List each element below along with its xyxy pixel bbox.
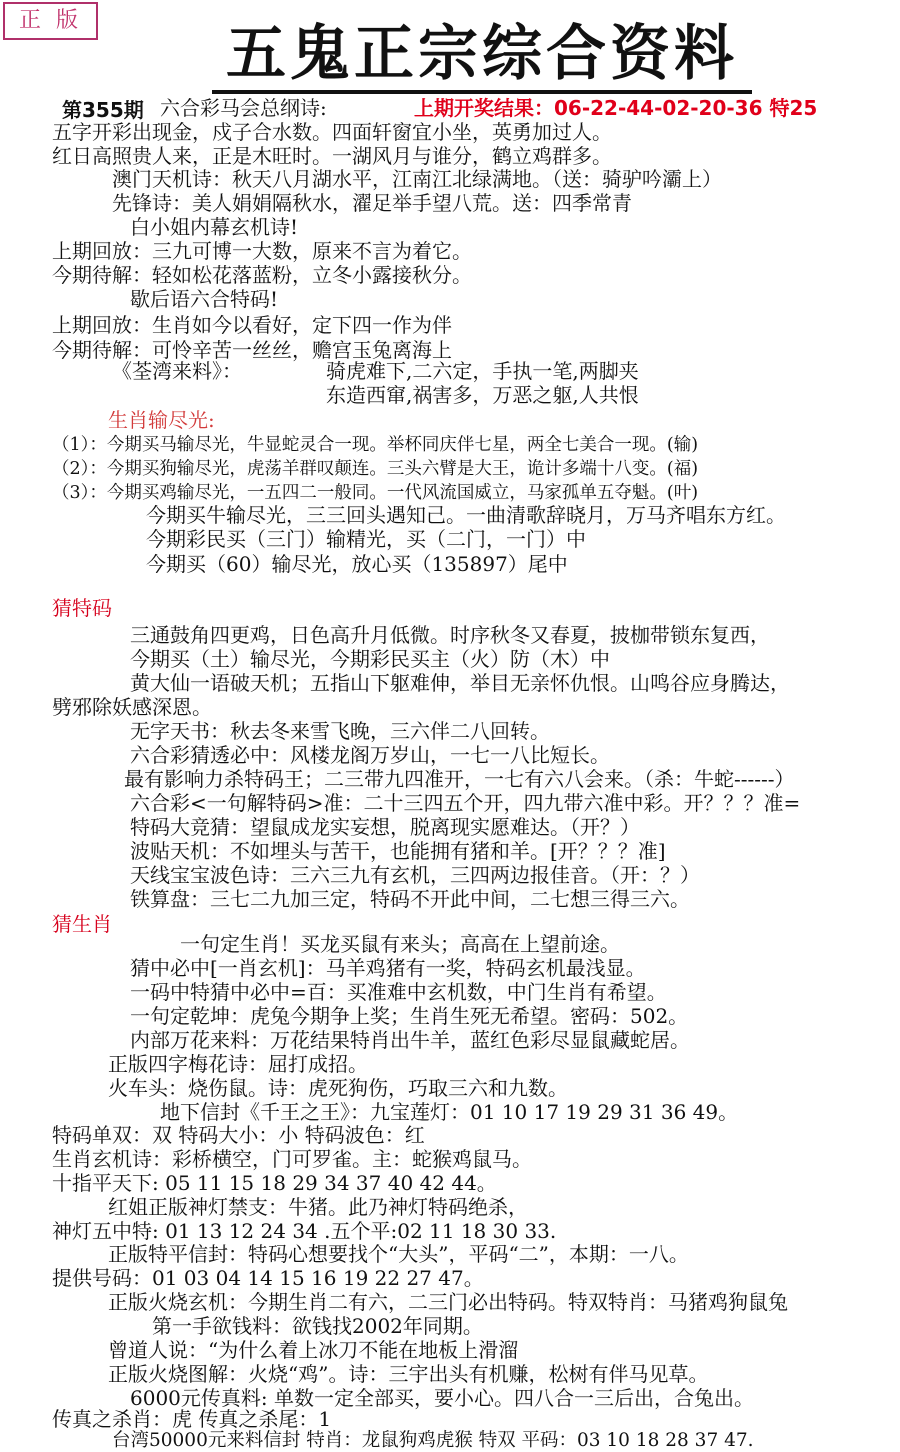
text-line: 上期回放：生肖如今以看好，定下四一作为伴: [52, 313, 452, 337]
text-line: 曾道人说：“为什么着上冰刀不能在地板上滑溜: [108, 1338, 519, 1362]
text-line: （3）：今期买鸡输尽光，一五四二一般同。一代风流国威立，马家孤单五夺魁。(叶): [52, 483, 699, 503]
text-line: 东造西窜,祸害多，万恶之躯,人共恨: [326, 383, 639, 407]
text-line: 传真之杀肖：虎 传真之杀尾：1: [52, 1407, 332, 1431]
text-line: 铁算盘：三七二九加三定，特码不开此中间，二七想三得三六。: [130, 887, 690, 911]
text-line: 五字开彩出现金，戍子合水数。四面轩窗宜小坐，英勇加过人。: [52, 120, 612, 144]
text-line: 三通鼓角四更鸡，日色高升月低微。时序秋冬又春夏，披枷带锁东复西，: [130, 623, 770, 647]
poem-title: 六合彩马会总纲诗:: [160, 96, 327, 120]
text-line: 白小姐内幕玄机诗!: [130, 215, 299, 239]
text-line: 红姐正版神灯禁支：牛猪。此乃神灯特码绝杀，: [108, 1195, 528, 1219]
text-line: 特码大竞猜：望鼠成龙实妄想，脱离现实愿难达。（开？）: [130, 815, 640, 839]
text-line: 第一手欲钱料：欲钱找2002年同期。: [152, 1314, 483, 1338]
genuine-stamp: 正 版: [3, 2, 98, 40]
text-line: 地下信封《千王之王》：九宝莲灯：01 10 17 19 29 31 36 49。: [160, 1100, 739, 1124]
text-line: 六合彩<一句解特码>准：二十三四五个开，四九带六准中彩。开？？？准=: [130, 791, 801, 815]
text-line: 上期回放：三九可博一大数，原来不言为着它。: [52, 239, 472, 263]
text-line: 先锋诗：美人娟娟隔秋水，濯足举手望八荒。送：四季常青: [112, 191, 632, 215]
text-line: 无字天书：秋去冬来雪飞晚，三六伴二八回转。: [130, 719, 550, 743]
text-line: 正版火烧玄机：今期生肖二有六，二三门必出特码。特双特肖：马猪鸡狗鼠兔: [108, 1290, 788, 1314]
text-line: 正版特平信封：特码心想要找个“大头”，平码“二”，本期：一八。: [108, 1242, 689, 1266]
text-line: 波贴天机：不如埋头与苦干，也能拥有猪和羊。[开？？？准]: [130, 839, 666, 863]
text-line: 一句定乾坤：虎兔今期争上奖；生肖生死无希望。密码：502。: [130, 1004, 689, 1028]
section-heading: 猜特码: [52, 596, 112, 620]
text-line: 今期买（60）输尽光，放心买（135897）尾中: [146, 552, 568, 576]
text-line: 提供号码：01 03 04 14 15 16 19 22 27 47。: [52, 1266, 484, 1290]
text-line: （1）：今期买马输尽光，牛显蛇灵合一现。举杯同庆伴七星，两全七美合一现。(输): [52, 435, 699, 455]
text-line: 澳门天机诗：秋天八月湖水平，江南江北绿满地。（送：骑驴吟灞上）: [112, 167, 722, 191]
text-line: 今期买（土）输尽光，今期彩民买主（火）防（木）中: [130, 647, 610, 671]
text-line: 今期待解：可怜辛苦一丝丝，赡宫玉兔离海上: [52, 338, 452, 362]
text-line: 红日高照贵人来，正是木旺时。一湖风月与谁分，鹤立鸡群多。: [52, 144, 612, 168]
text-line: 正版火烧图解：火烧“鸡”。诗：三宇出头有机赚，松树有伴马见草。: [108, 1362, 709, 1386]
text-line: 今期彩民买（三门）输精光，买（二门，一门）中: [146, 527, 586, 551]
section-heading: 猜生肖: [52, 912, 112, 936]
text-line: 特码单双：双 特码大小：小 特码波色：红: [52, 1123, 425, 1147]
text-line: 火车头：烧伤鼠。诗：虎死狗伤，巧取三六和九数。: [108, 1076, 568, 1100]
text-line: 6000元传真料: 单数一定全部买，要小心。四八合一三后出，合兔出。: [130, 1386, 754, 1410]
text-line: 劈邪除妖感深恩。: [52, 695, 212, 719]
text-line: 内部万花来料：万花结果特肖出牛羊，蓝红色彩尽显鼠藏蛇居。: [130, 1028, 690, 1052]
text-line: 歇后语六合特码!: [130, 287, 279, 311]
text-line: （2）：今期买狗输尽光，虎荡羊群叹颠连。三头六臂是大王，诡计多端十八变。(福): [52, 459, 699, 479]
text-line: 猜中必中[一肖玄机]：马羊鸡猪有一奖，特码玄机最浅显。: [130, 956, 646, 980]
text-line: 今期买牛输尽光，三三回头遇知己。一曲清歌辞晓月，万马齐唱东方红。: [146, 503, 786, 527]
text-line: 十指平天下: 05 11 15 18 29 34 37 40 42 44。: [52, 1171, 497, 1195]
issue-number: 第355期: [62, 98, 144, 122]
text-line: 骑虎难下,二六定，手执一笔,两脚夹: [326, 359, 639, 383]
text-line: 台湾50000元来料信封 特肖：龙鼠狗鸡虎猴 特双 平码：03 10 18 28 37 47.: [112, 1430, 754, 1451]
text-line: 神灯五中特: 01 13 12 24 34 .五个平:02 11 18 30 33.: [52, 1219, 557, 1243]
text-line: 生肖玄机诗：彩桥横空，门可罗雀。主：蛇猴鸡鼠马。: [52, 1147, 532, 1171]
text-line: 最有影响力杀特码王；二三带九四准开，一七有六八会来。（杀：牛蛇------）: [124, 767, 795, 791]
text-line: 正版四字梅花诗：屈打成招。: [108, 1052, 368, 1076]
page-title: 五鬼正宗综合资料: [226, 19, 738, 89]
text-line: 黄大仙一语破天机；五指山下躯难伸，举目无亲怀仇恨。山鸣谷应身腾达，: [130, 671, 790, 695]
text-line: 一句定生肖！买龙买鼠有来头；高高在上望前途。: [180, 932, 620, 956]
text-line: 天线宝宝波色诗：三六三九有玄机，三四两边报佳音。（开：？）: [130, 863, 700, 887]
text-line: 六合彩猜透必中：风楼龙阁万岁山，一七一八比短长。: [130, 743, 610, 767]
text-line: 今期待解：轻如松花落蓝粉，立冬小露接秋分。: [52, 263, 472, 287]
text-line: 一码中特猜中必中=百：买准难中玄机数，中门生肖有希望。: [130, 980, 667, 1004]
text-line: 《荃湾来料》：: [112, 359, 242, 383]
last-result: 上期开奖结果：06-22-44-02-20-36 特25: [414, 96, 818, 120]
section-heading: 生肖输尽光:: [108, 408, 215, 432]
